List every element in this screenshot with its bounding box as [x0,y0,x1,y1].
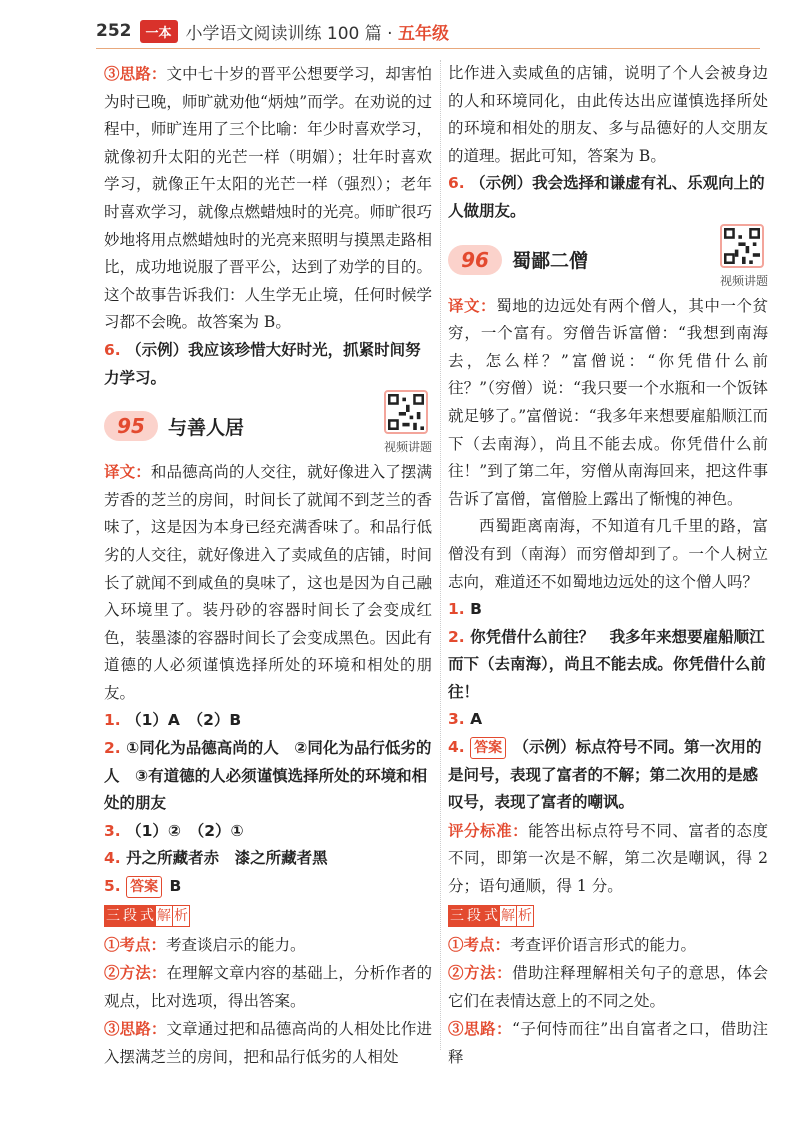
answer-1 [448,596,768,624]
analysis-char: 析 [172,905,190,927]
analysis-char: 解 [499,905,517,927]
translation-paragraph [448,292,768,514]
analysis-char: 三 [104,905,122,927]
answer-2-text: 你凭借什么前往？ 我多年来想要雇船顺江而下（去南海），尚且不能去成。你凭借什么前往！ [448,627,766,701]
analysis-reasoning [104,1015,432,1071]
analysis-char: 式 [138,905,156,927]
answer-2-text: ①同化为品德高尚的人 ②同化为品行低劣的人 ③有道德的人必须谨慎选择所处的环境和相处的朋友 [104,739,432,813]
answer-3-num: 3. [448,710,465,729]
lesson-number-badge: 96 [448,245,502,275]
analysis-point [448,931,768,960]
analysis-char: 三 [448,905,466,927]
answer-5-num: 5. [104,877,121,896]
point-text: 考查评价语言形式的能力。 [510,935,697,954]
answer-2-num: 2. [448,627,465,646]
qr-label: 视频讲题 [383,440,432,455]
reasoning-tag: ③思路： [448,1019,512,1039]
answer-1-num: 1. [448,600,465,619]
method-text: 在理解文章内容的基础上，分析作者的观点，比对选项，得出答案。 [104,964,432,1010]
answer-3-text: A [470,710,483,729]
answer-1-text: （1）A （2）B [126,711,242,730]
lesson-number-badge: 95 [104,411,158,441]
answer-2-num: 2. [104,739,121,758]
translation-paragraph-2: 西蜀距离南海，不知道有几千里的路，富僧没有到（南海）而穷僧却到了。一个人树立志向，难道还不如蜀地边远处的这个僧人吗？ [448,517,768,591]
answer-4 [448,734,768,817]
book-title-text: 小学语文阅读训练 100 篇 · [185,23,398,44]
answer-1 [104,707,432,735]
analysis-box-title [104,905,189,927]
method-tag: ②方法： [104,963,167,983]
analysis-char: 解 [155,905,173,927]
answer-5 [104,873,432,901]
answer-4-num: 4. [104,849,121,868]
translation-text: 和品德高尚的人交往，就好像进入了摆满芳香的芝兰的房间，时间长了就闻不到芝兰的香味了，这是因为本身已经充满香味了。和品行低劣的人交往，就好像进入了卖咸鱼的店铺，时间长了就闻不到咸鱼的臭味了，这也是因为自己融入环境里了。装丹砂的容器时间长了会变成红色，装墨漆的容器时间长了会变成黑色。因此有道德的人必须谨慎选择所处的环境和相处的朋友。 [104,463,432,702]
grade-label: 五年级 [397,23,449,44]
translation-paragraph [104,458,432,707]
right-column [448,60,768,1072]
analysis-char: 式 [482,905,500,927]
book-title [186,19,449,44]
answer-1-text: B [470,600,482,619]
reasoning-text: “子何恃而往”出自富者之口，借助注释 [448,1020,768,1066]
answer-4-text: 丹之所藏者赤 漆之所藏者黑 [126,849,328,868]
answer-2 [104,735,432,818]
answer-4 [104,845,432,873]
scoring-tag: 评分标准： [448,820,529,840]
answer-6-text: （示例）我应该珍惜大好时光，抓紧时间努力学习。 [104,340,421,387]
analysis-char: 析 [516,905,534,927]
lesson-title: 与善人居 [168,416,245,439]
analysis-box-title [448,905,533,927]
answer-2 [448,624,768,707]
answer-6-text: （示例）我会选择和谦虚有礼、乐观向上的人做朋友。 [448,174,765,220]
point-tag: ①考点： [448,934,511,954]
answer-6 [104,337,432,392]
answer-3-text: （1）② （2）① [126,821,244,840]
reasoning-text: 文章通过把和品德高尚的人相处比作进入摆满芝兰的房间，把和品行低劣的人相处 [104,1020,432,1066]
translation-tag: 译文： [448,295,497,315]
qr-label: 视频讲题 [719,273,768,288]
column-divider [440,60,441,1050]
header-rule [96,48,760,49]
analysis-method [104,959,432,1015]
answer-6-num: 6. [448,174,465,193]
reasoning-tag: ③思路： [104,1019,167,1039]
answer-1-num: 1. [104,711,121,730]
analysis-point [104,931,432,960]
method-tag: ②方法： [448,963,513,983]
qr-code-graphic [388,394,424,430]
analysis-method [448,959,768,1015]
answer-6-num: 6. [104,340,121,359]
method-text: 借助注释理解相关句子的意思，体会它们在表情达意上的不同之处。 [448,964,768,1010]
lesson-title: 蜀鄙二僧 [512,250,589,273]
page-header [96,18,449,44]
translation-tag: 译文： [104,462,151,482]
lesson-96-header [448,232,768,288]
left-column [104,60,432,1072]
reasoning-text: 文中七十岁的晋平公想要学习，却害怕为时已晚，师旷就劝他“炳烛”而学。在劝说的过程中，师旷连用了三个比喻：年少时喜欢学习，就像初升太阳的光芒一样（明媚）；壮年时喜欢学习，就像正午太阳的光芒一样（强烈）；老年时喜欢学习，就像点燃蜡烛时的光亮。师旷很巧妙地将用点燃蜡烛时的光亮来照明与摸黑走路相比，成功地说服了晋平公，达到了劝学的目的。这个故事告诉我们：人生学无止境，任何时候学习都不会晚。故答案为 B。 [104,65,432,332]
reasoning-paragraph [104,60,432,337]
analysis-reasoning [448,1015,768,1071]
answer-3 [448,706,768,734]
qr-code-graphic [724,228,760,264]
answer-box-tag: 答案 [470,737,506,759]
translation-text: 蜀地的边远处有两个僧人，其中一个贫穷，一个富有。穷僧告诉富僧：“我想到南海去，怎么样？”富僧说：“你凭借什么前往？”（穷僧）说：“我只要一个水瓶和一个饭钵就足够了。”富僧说：“我多年来想要雇船顺江而下（去南海），尚且不能去成。你凭借什么前往！”到了第二年，穷僧从南海回来，把这件事告诉了富僧，富僧脸上露出了惭愧的神色。 [448,296,768,508]
brand-logo: 一本 [140,20,178,43]
qr-code-icon[interactable] [720,224,764,268]
scoring-criteria [448,817,768,901]
point-tag: ①考点： [104,934,167,954]
reasoning-continued: 比作进入卖咸鱼的店铺，说明了个人会被身边的人和环境同化，由此传达出应谨慎选择所处的环境和相处的朋友、多与品德好的人交朋友的道理。据此可知，答案为 B。 [448,64,768,165]
answer-6 [448,170,768,225]
answer-5-text: B [169,877,182,896]
reasoning-tag: ③思路： [104,64,167,83]
page-number: 252 [96,21,132,41]
point-text: 考查谈启示的能力。 [166,935,306,954]
answer-4-text: （示例）标点符号不同。第一次用的是问号，表现了富者的不解；第二次用的是感叹号，表现了富者的嘲讽。 [448,738,762,812]
answer-3 [104,818,432,846]
answer-4-num: 4. [448,738,465,757]
scoring-text: 能答出标点符号不同、富者的态度不同，即第一次是不解，第二次是嘲讽，得 2 分；语句通顺，得 1 分。 [448,821,768,896]
qr-code-icon[interactable] [384,390,428,434]
analysis-char: 段 [121,905,139,927]
answer-box-tag: 答案 [126,876,162,898]
lesson-95-header [104,398,432,454]
answer-3-num: 3. [104,821,121,840]
analysis-char: 段 [465,905,483,927]
